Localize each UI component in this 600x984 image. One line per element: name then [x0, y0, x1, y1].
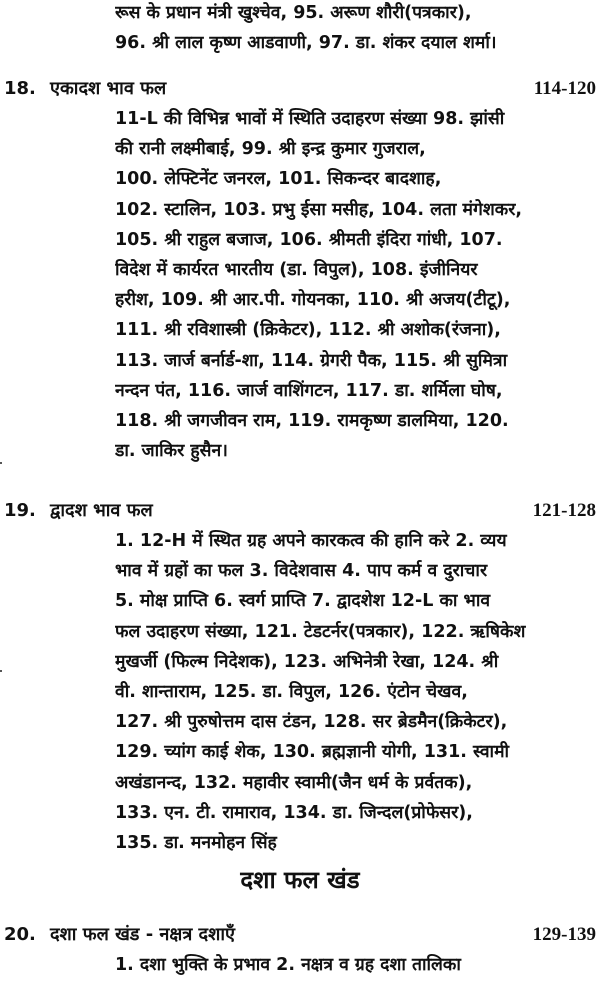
entry-number: 19.: [4, 500, 36, 521]
entry-line: भाव में ग्रहों का फल 3. विदेशवास 4. पाप कर्म व दुराचार: [115, 561, 488, 582]
entry-number: 18.: [4, 78, 36, 99]
intro-line: रूस के प्रधान मंत्री खुश्चेव, 95. अरूण शौरी(पत्रकार),: [115, 3, 472, 23]
entry-line: 11-L की विभिन्न भावों में स्थिति उदाहरण संख्या 98. झांसी: [115, 109, 505, 129]
entry-title: दशा फल खंड - नक्षत्र दशाएँ: [50, 924, 235, 945]
entry-18-body: [115, 104, 585, 466]
entry-19-body: [115, 526, 585, 858]
entry-line: की रानी लक्ष्मीबाई, 99. श्री इन्द्र कुमार गुजराल,: [115, 139, 426, 160]
entry-18-heading: [4, 74, 596, 104]
entry-line: फल उदाहरण संख्या, 121. टेडटर्नर(पत्रकार), 122. ऋषिकेश: [115, 621, 526, 642]
entry-line: 5. मोक्ष प्राप्ति 6. स्वर्ग प्राप्ति 7. द्वादशेश 12-L का भाव: [115, 591, 491, 612]
entry-line: 111. श्री रविशास्त्री (क्रिकेटर), 112. श्री अशोक(रंजना),: [115, 320, 501, 341]
entry-pages: 121-128: [532, 500, 596, 521]
entry-title: एकादश भाव फल: [50, 78, 167, 99]
scan-speck: [0, 670, 2, 672]
entry-line: 135. डा. मनमोहन सिंह: [115, 833, 277, 854]
entry-line: वी. शान्ताराम, 125. डा. विपुल, 126. एंटोन चेखव,: [115, 682, 468, 703]
entry-line: 133. एन. टी. रामाराव, 134. डा. जिन्दल(प्रोफेसर),: [115, 802, 473, 823]
entry-line: 105. श्री राहुल बजाज, 106. श्रीमती इंदिरा गांधी, 107.: [115, 229, 503, 250]
entry-line: 100. लेफ्टिनेंट जनरल, 101. सिकन्दर बादशाह,: [115, 169, 442, 190]
entry-line: 129. च्यांग काई शेक, 130. ब्रह्मज्ञानी योगी, 131. स्वामी: [115, 742, 510, 763]
entry-20-body: [115, 950, 585, 980]
entry-line: 102. स्टालिन, 103. प्रभु ईसा मसीह, 104. लता मंगेशकर,: [115, 199, 523, 220]
entry-19-heading: [4, 496, 596, 526]
entry-line: डा. जाकिर हुसैन।: [115, 441, 228, 462]
entry-line: 113. जार्ज बर्नार्ड-शा, 114. ग्रेगरी पैक, 115. श्री सुमित्रा: [115, 350, 508, 371]
entry-line: विदेश में कार्यरत भारतीय (डा. विपुल), 108. इंजीनियर: [115, 260, 478, 281]
entry-line: मुखर्जी (फिल्म निदेशक), 123. अभिनेत्री रेखा, 124. श्री: [115, 651, 499, 672]
entry-pages: 129-139: [532, 924, 596, 945]
entry-line: 127. श्री पुरुषोत्तम दास टंडन, 128. सर ब्रेडमैन(क्रिकेटर),: [115, 712, 508, 733]
intro-paragraph: [115, 0, 585, 58]
entry-line: 118. श्री जगजीवन राम, 119. रामकृष्ण डालमिया, 120.: [115, 411, 509, 432]
section-heading: दशा फल खंड: [240, 866, 360, 894]
entry-line: 1. दशा भुक्ति के प्रभाव 2. नक्षत्र व ग्रह दशा तालिका: [115, 955, 461, 975]
entry-line: नन्दन पंत, 116. जार्ज वाशिंगटन, 117. डा. शर्मिला घोष,: [115, 380, 503, 401]
entry-20-heading: [4, 920, 596, 950]
entry-line: 1. 12-H में स्थित ग्रह अपने कारकत्व की हानि करे 2. व्यय: [115, 531, 507, 551]
entry-pages: 114-120: [533, 78, 596, 99]
entry-line: अखंडानन्द, 132. महावीर स्वामी(जैन धर्म के प्रर्वतक),: [115, 772, 473, 793]
entry-line: हरीश, 109. श्री आर.पी. गोयनका, 110. श्री अजय(टीटू),: [115, 290, 511, 311]
scan-speck: [0, 462, 2, 464]
entry-title: द्वादश भाव फल: [50, 500, 153, 521]
entry-number: 20.: [4, 924, 36, 945]
intro-line: 96. श्री लाल कृष्ण आडवाणी, 97. डा. शंकर दयाल शर्मा।: [115, 33, 497, 54]
